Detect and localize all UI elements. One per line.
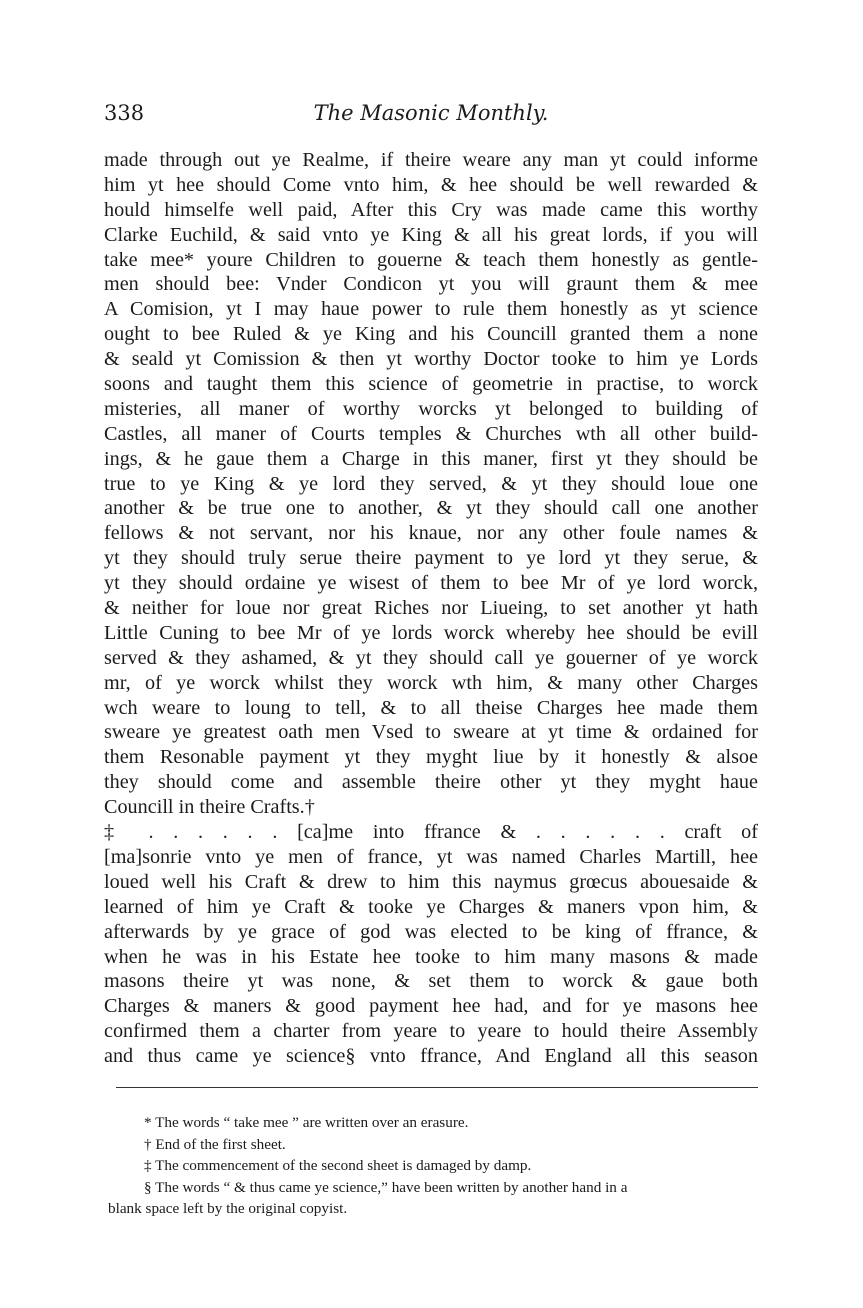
running-title: The Masonic Monthly. [313, 101, 549, 125]
text-line: mr, of ye worck whilst they worck wth him, & many other Charges [104, 671, 758, 694]
text-line: they should come and assemble theire other yt they myght haue [104, 771, 758, 794]
text-line: and thus came ye science§ vnto ffrance, And England all this season [104, 1045, 758, 1068]
page-number: 338 [104, 101, 145, 125]
text-line: ‡ . . . . . . [ca]me into ffrance & . . . . . . craft of [104, 821, 758, 844]
text-line: sweare ye greatest oath men Vsed to sweare at yt time & ordained for [104, 721, 758, 744]
text-line: ought to bee Ruled & ye King and his Councill granted them a none [104, 323, 758, 346]
text-line: yt they should ordaine ye wisest of them to bee Mr of ye lord worck, [104, 572, 758, 595]
text-line: masons theire yt was none, & set them to worck & gaue both [104, 970, 758, 993]
text-line: made through out ye Realme, if theire weare any man yt could informe [104, 149, 758, 171]
text-line: him yt hee should Come vnto him, & hee should be well rewarded & [104, 173, 758, 196]
text-line: fellows & not servant, nor his knaue, nor any other foule names & [104, 522, 758, 545]
text-line: take mee* youre Children to gouerne & teach them honestly as gentle- [104, 248, 758, 271]
text-line: Councill in theire Crafts.† [104, 796, 315, 819]
text-line: Clarke Euchild, & said vnto ye King & all his great lords, if you will [104, 223, 758, 246]
text-line: learned of him ye Craft & tooke ye Charges & maners vpon him, & [104, 895, 758, 918]
text-line: another & be true one to another, & yt they should call one another [104, 497, 758, 520]
text-line: men should bee: Vnder Condicon yt you will graunt them & mee [104, 273, 758, 296]
text-line: Castles, all maner of Courts temples & Churches wth all other build- [104, 422, 758, 445]
body-text [104, 148, 758, 1069]
text-line: afterwards by ye grace of god was elected to be king of ffrance, & [104, 920, 758, 943]
text-line: misteries, all maner of worthy worcks yt belonged to building of [104, 397, 758, 420]
text-line: loued well his Craft & drew to him this naymus grœcus abouesaide & [104, 870, 758, 893]
text-line: confirmed them a charter from yeare to yeare to hould theire Assembly [104, 1020, 758, 1043]
footnote: † End of the first sheet. [144, 1135, 286, 1153]
text-line: true to ye King & ye lord they served, & yt they should loue one [104, 472, 758, 495]
footnotes [108, 1112, 758, 1220]
footnote: blank space left by the original copyist. [108, 1200, 348, 1218]
footnote: ‡ The commencement of the second sheet is damaged by damp. [144, 1157, 532, 1175]
footnote: * The words “ take mee ” are written over an erasure. [144, 1114, 469, 1131]
text-line: ings, & he gaue them a Charge in this maner, first yt they should be [104, 447, 758, 470]
text-line: & seald yt Comission & then yt worthy Doctor tooke to him ye Lords [104, 348, 758, 371]
text-line: Little Cuning to bee Mr of ye lords worck whereby hee should be evill [104, 621, 758, 644]
text-line: served & they ashamed, & yt they should call ye gouerner of ye worck [104, 646, 758, 669]
text-line: A Comision, yt I may haue power to rule them honestly as yt science [104, 298, 758, 321]
text-line: yt they should truly serue theire payment to ye lord yt they serue, & [104, 547, 758, 570]
footnote-rule [116, 1087, 758, 1088]
text-line: when he was in his Estate hee tooke to him many masons & made [104, 945, 758, 968]
text-line: hould himselfe well paid, After this Cry was made came this worthy [104, 198, 758, 221]
text-line: Charges & maners & good payment hee had, and for ye masons hee [104, 995, 758, 1018]
page-header [104, 101, 758, 131]
text-line: soons and taught them this science of geometrie in practise, to worck [104, 373, 758, 396]
text-line: them Resonable payment yt they myght liue by it honestly & alsoe [104, 746, 758, 769]
text-line: [ma]sonrie vnto ye men of france, yt was named Charles Martill, hee [104, 845, 758, 868]
text-line: & neither for loue nor great Riches nor Liueing, to set another yt hath [104, 597, 758, 620]
text-line: wch weare to loung to tell, & to all theise Charges hee made them [104, 696, 758, 719]
footnote: § The words “ & thus came ye science,” have been written by another hand in a [144, 1178, 628, 1196]
